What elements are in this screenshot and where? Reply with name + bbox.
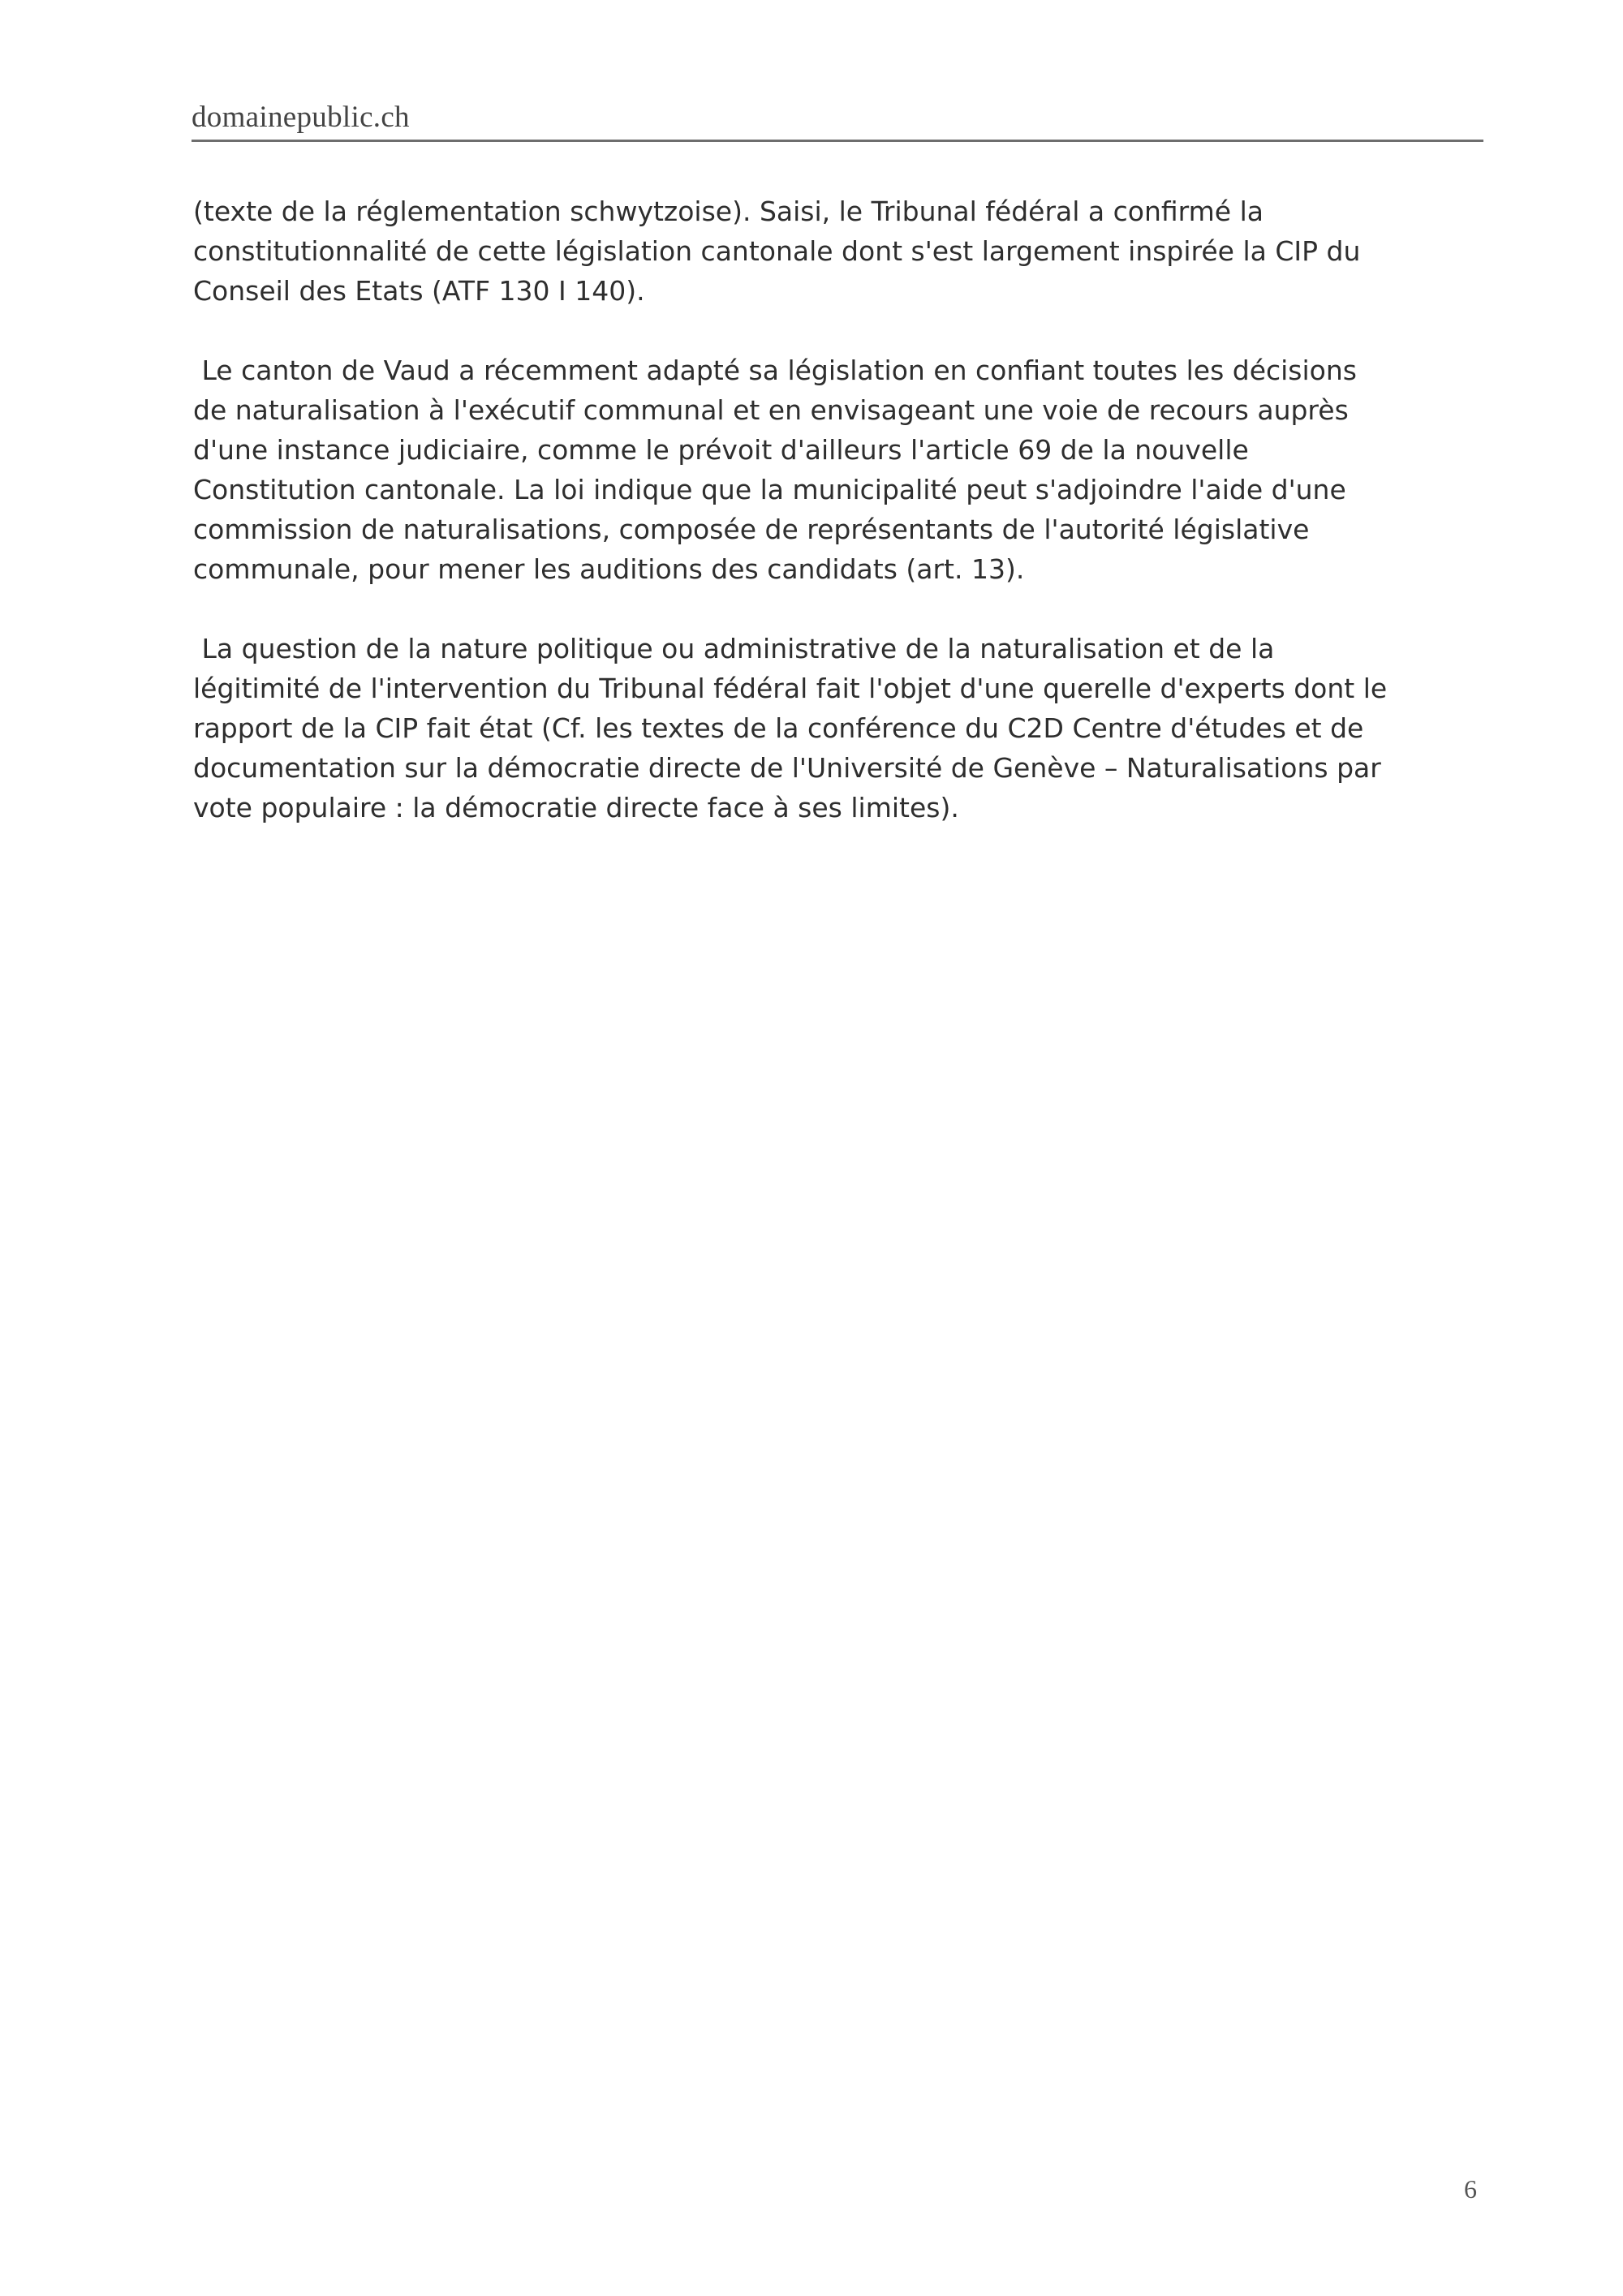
text-line: commission de naturalisations, composée de représentants de l'autorité législative — [193, 514, 1310, 545]
page-number: 6 — [1464, 2174, 1477, 2204]
paragraph-2 — [193, 350, 1485, 589]
text-line: (texte de la réglementation schwytzoise). Saisi, le Tribunal fédéral a confirmé la — [193, 196, 1264, 227]
article-body — [193, 191, 1485, 867]
page-header — [192, 96, 1483, 142]
paragraph-3 — [193, 629, 1485, 828]
paragraph-1 — [193, 191, 1485, 311]
text-line: Le canton de Vaud a récemment adapté sa législation en confiant toutes les décisions — [193, 355, 1357, 386]
text-line: de naturalisation à l'exécutif communal et en envisageant une voie de recours auprès — [193, 394, 1349, 426]
text-line: communale, pour mener les auditions des candidats (art. 13). — [193, 553, 1025, 585]
text-line: Conseil des Etats (ATF 130 I 140). — [193, 275, 645, 307]
site-name: domainepublic.ch — [192, 101, 410, 134]
text-line: légitimité de l'intervention du Tribunal fédéral fait l'objet d'une querelle d'experts dont le — [193, 673, 1388, 704]
text-line: documentation sur la démocratie directe de l'Université de Genève – Naturalisations par — [193, 752, 1381, 784]
text-line: La question de la nature politique ou administrative de la naturalisation et de la — [193, 633, 1275, 664]
text-line: rapport de la CIP fait état (Cf. les textes de la conférence du C2D Centre d'études et de — [193, 712, 1364, 744]
text-line: constitutionnalité de cette législation cantonale dont s'est largement inspirée la CIP du — [193, 235, 1361, 267]
text-line: d'une instance judiciaire, comme le prévoit d'ailleurs l'article 69 de la nouvelle — [193, 434, 1249, 466]
text-line: Constitution cantonale. La loi indique que la municipalité peut s'adjoindre l'aide d'une — [193, 474, 1346, 505]
text-line: vote populaire : la démocratie directe face à ses limites). — [193, 792, 959, 823]
